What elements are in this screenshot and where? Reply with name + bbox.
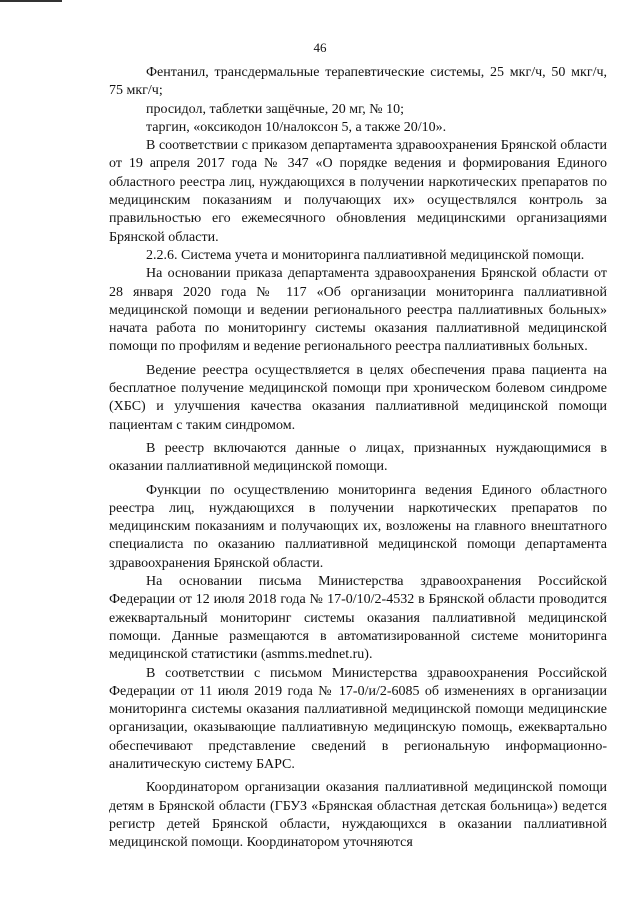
paragraph-fentanyl: Фентанил, трансдермальные терапевтические системы, 25 мкг/ч, 50 мкг/ч, 75 мкг/ч;	[109, 65, 607, 99]
section-heading-2-2-6: 2.2.6. Система учета и мониторинга паллиативной медицинской помощи.	[146, 247, 585, 263]
paragraph-letter-2019: В соответствии с письмом Министерства здравоохранения Российской Федерации от 11 июля 2019 года № 17-0/и/2-6085 об изменениях в организации мониторинга системы оказания паллиативной медицинской помощи медицинские организации, оказывающие паллиативную медицинскую помощь, ежеквартально обеспечивают представление сведений в региональную информационно-аналитическую систему БАРС.	[109, 665, 607, 772]
paragraph-order-117: На основании приказа департамента здравоохранения Брянской области от 28 января 2020 года № 117 «Об организации мониторинга паллиативной медицинской помощи и ведении регионального реестра паллиативных больных» начата работа по мониторингу системы оказания паллиативной медицинской помощи по профилям и ведение регионального реестра паллиативных больных.	[109, 266, 607, 355]
paragraph-monitoring-functions: Функции по осуществлению мониторинга ведения Единого областного реестра лиц, нуждающихся в получении наркотических препаратов по медицинским показаниям и получающих их, возложены на главного внештатного специалиста по оказанию паллиативной медицинской помощи департамента здравоохранения Брянской области.	[109, 482, 607, 571]
paragraph-order-347: В соответствии с приказом департамента здравоохранения Брянской области от 19 апреля 2017 года № 347 «О порядке ведения и формирования Единого областного реестра лиц, нуждающихся в получении наркотических препаратов по медицинским показаниям и получающих их» осуществлялся контроль за правильностью его ежемесячного обновления медицинскими организациями Брянской области.	[109, 138, 607, 245]
page-number: 46	[313, 40, 327, 55]
scan-top-mark	[0, 0, 62, 2]
paragraph-registry-includes: В реестр включаются данные о лицах, признанных нуждающимися в оказании паллиативной медицинской помощи.	[109, 440, 607, 475]
paragraph-targin: таргин, «оксикодон 10/налоксон 5, а также 20/10».	[146, 119, 447, 135]
document-body	[109, 64, 607, 852]
paragraph-letter-2018: На основании письма Министерства здравоохранения Российской Федерации от 12 июля 2018 года № 17-0/10/2-4532 в Брянской области проводится ежеквартальный мониторинг системы оказания паллиативной медицинской помощи. Данные размещаются в автоматизированной системе мониторинга медицинской статистики (asmms.mednet.ru).	[109, 574, 607, 663]
paragraph-prosidol: просидол, таблетки защёчные, 20 мг, № 10;	[146, 101, 405, 117]
paragraph-coordinator: Координатором организации оказания паллиативной медицинской помощи детям в Брянской области (ГБУЗ «Брянская областная детская больница») ведется регистр детей Брянской области, нуждающихся в оказании паллиативной медицинской помощи. Координатором уточняются	[109, 780, 607, 851]
paragraph-registry-purpose: Ведение реестра осуществляется в целях обеспечения права пациента на бесплатное получение медицинской помощи при хроническом болевом синдроме (ХБС) и улучшения качества оказания паллиативной медицинской помощи пациентам с таким синдромом.	[109, 362, 607, 433]
